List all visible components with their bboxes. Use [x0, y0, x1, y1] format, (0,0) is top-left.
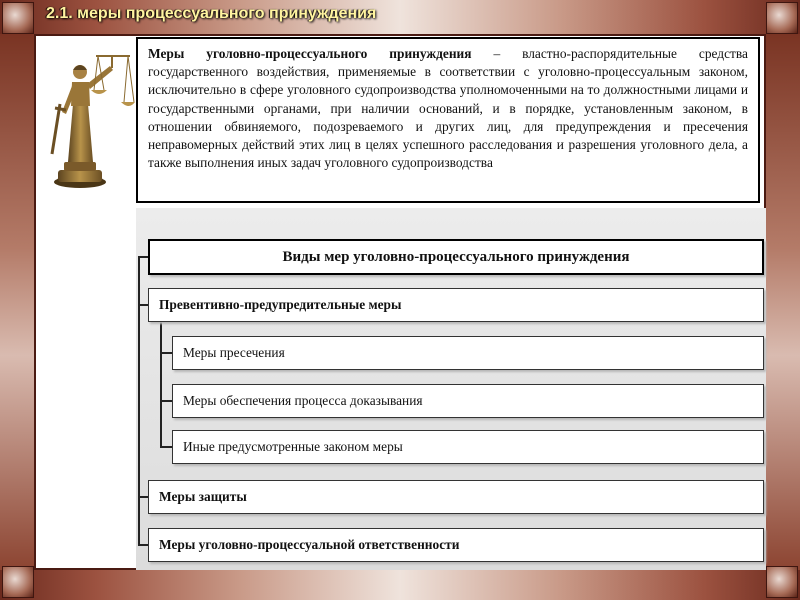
connector-group-1	[138, 304, 148, 306]
themis-statue-icon	[40, 42, 135, 192]
group-box-protection: Меры защиты	[148, 480, 764, 514]
group-box-liability: Меры уголовно-процессуальной ответственности	[148, 528, 764, 562]
connector-heading	[138, 256, 148, 258]
frame-corner-top-left	[2, 2, 34, 34]
connector-group-2	[138, 496, 148, 498]
connector-group-3	[138, 544, 148, 546]
frame-corner-bottom-right	[766, 566, 798, 598]
frame-right	[764, 34, 800, 570]
frame-corner-top-right	[766, 2, 798, 34]
subitem-box-restraint: Меры пресечения	[172, 336, 764, 370]
subitem-box-other: Иные предусмотренные законом меры	[172, 430, 764, 464]
group-box-preventive: Превентивно-предупредительные меры	[148, 288, 764, 322]
connector-sub-1	[160, 352, 172, 354]
frame-corner-bottom-left	[2, 566, 34, 598]
slide-title: 2.1. меры процессуального принуждения	[46, 5, 377, 22]
subitem-box-evidence: Меры обеспечения процесса доказывания	[172, 384, 764, 418]
connector-main-vertical	[138, 257, 140, 545]
definition-block	[136, 37, 760, 203]
connector-sub-2	[160, 400, 172, 402]
definition-text: – властно-распорядительные средства государственного воздействия, применяемые в соответствии с уголовно-процессуальным законом, исключительно в сфере уголовного судопроизводства уполномоченными на то должностными лицами и государственными органами, при наличии оснований, и в порядке, установленным законом, в отношении обвиняемого, подозреваемого и других лиц, для предупреждения и пресечения неправомерных действий этих лиц в целях успешного расследования и разрешения уголовного дела, а также выполнения иных задач уголовного судопроизводства	[148, 46, 748, 171]
connector-sub-3	[160, 446, 172, 448]
frame-bottom	[0, 568, 800, 600]
connector-sub-vertical	[160, 322, 162, 447]
diagram-heading: Виды мер уголовно-процессуального принуждения	[148, 239, 764, 275]
definition-term: Меры уголовно-процессуального принуждения	[148, 46, 472, 61]
frame-left	[0, 34, 36, 570]
